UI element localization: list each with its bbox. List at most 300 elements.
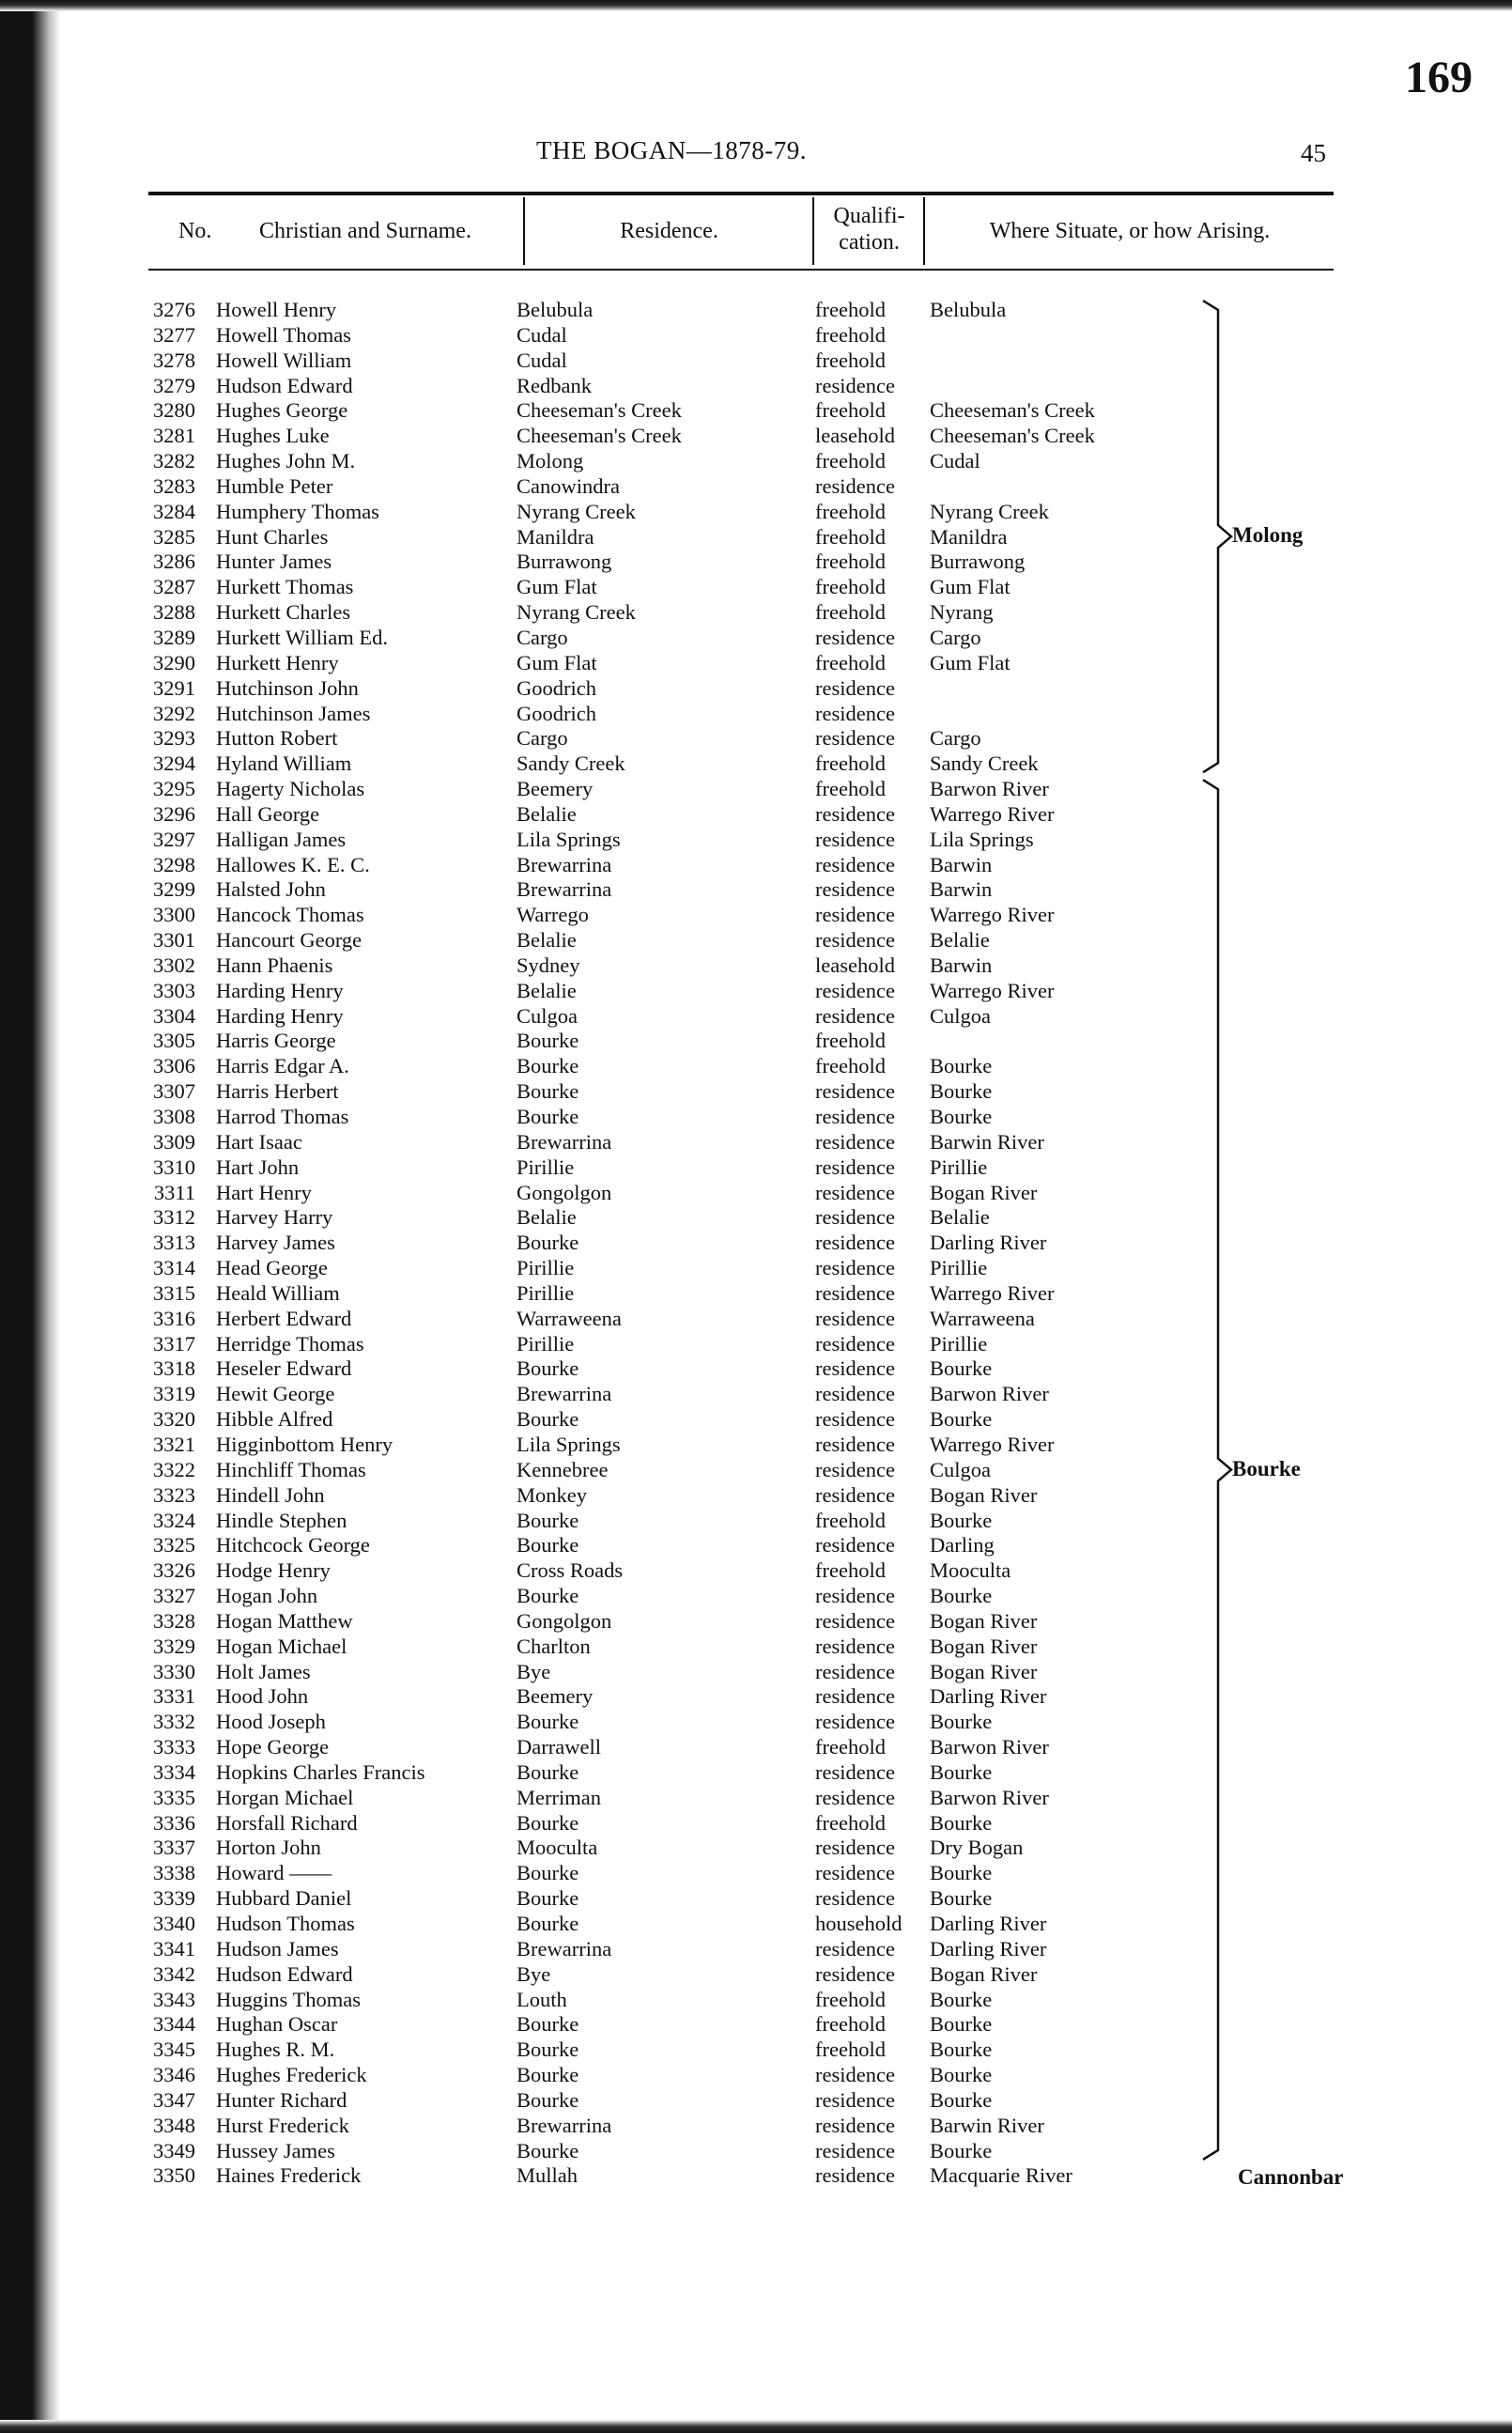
entry-qualification: freehold xyxy=(815,1054,886,1078)
entry-qualification: residence xyxy=(815,903,895,927)
entry-qualification: residence xyxy=(815,1306,895,1330)
entry-where-situate: Cudal xyxy=(930,449,980,473)
entry-number: 3317 xyxy=(153,1331,195,1356)
entry-number: 3305 xyxy=(153,1029,195,1053)
entry-number: 3335 xyxy=(153,1785,195,1809)
entry-qualification: freehold xyxy=(815,600,886,625)
entry-qualification: residence xyxy=(815,1105,895,1128)
entry-name: Hudson Edward xyxy=(216,373,353,397)
entry-number: 3348 xyxy=(153,2113,195,2137)
entry-residence: Brewarrina xyxy=(517,2113,612,2137)
entry-where-situate: Barwon River xyxy=(930,1735,1049,1759)
entry-name: Harris Herbert xyxy=(216,1079,339,1104)
entry-residence: Bourke xyxy=(517,1861,579,1885)
entry-qualification: freehold xyxy=(815,322,886,347)
entry-where-situate: Warrego River xyxy=(930,1280,1055,1305)
entry-number: 3279 xyxy=(153,373,195,397)
entry-where-situate: Belalie xyxy=(930,1205,990,1230)
entry-residence: Bourke xyxy=(517,1105,579,1128)
entry-number: 3306 xyxy=(153,1054,195,1078)
entry-number: 3308 xyxy=(153,1105,195,1128)
entry-where-situate: Bogan River xyxy=(930,1659,1038,1683)
entry-name: Hitchcock George xyxy=(216,1533,370,1557)
entry-residence: Belalie xyxy=(517,1205,577,1230)
entry-qualification: residence xyxy=(815,1759,895,1784)
district-label: Cannonbar xyxy=(1238,2164,1344,2189)
entry-where-situate: Nyrang Creek xyxy=(930,499,1049,523)
entry-name: Hurkett William Ed. xyxy=(216,625,389,649)
entry-number: 3304 xyxy=(153,1003,195,1028)
entry-number: 3329 xyxy=(153,1634,195,1658)
entry-name: Hutchinson John xyxy=(216,675,359,700)
entry-where-situate: Warrego River xyxy=(930,903,1055,927)
entry-number: 3337 xyxy=(153,1836,195,1860)
entry-residence: Bourke xyxy=(517,2012,579,2037)
entry-where-situate: Barwin River xyxy=(930,1129,1044,1154)
entry-number: 3310 xyxy=(153,1155,195,1179)
entry-residence: Canowindra xyxy=(517,473,620,498)
entry-qualification: residence xyxy=(815,1684,895,1709)
entry-where-situate: Nyrang xyxy=(930,600,994,625)
entry-where-situate: Belubula xyxy=(930,298,1007,321)
entry-residence: Bourke xyxy=(517,1356,579,1381)
entry-name: Hughes John M. xyxy=(216,449,356,473)
entry-name: Hope George xyxy=(216,1735,330,1759)
entry-residence: Bourke xyxy=(517,2087,579,2112)
entry-number: 3301 xyxy=(153,928,195,953)
entry-residence: Goodrich xyxy=(517,701,596,725)
entry-number: 3326 xyxy=(153,1558,195,1583)
entry-name: Hurkett Henry xyxy=(216,650,339,674)
entry-residence: Culgoa xyxy=(517,1003,578,1028)
entry-number: 3291 xyxy=(153,675,195,700)
entry-number: 3331 xyxy=(153,1684,195,1709)
entry-residence: Gum Flat xyxy=(517,575,597,599)
entry-name: Hood Joseph xyxy=(216,1710,326,1734)
entry-qualification: residence xyxy=(815,1886,895,1911)
column-header-qualification-line1: Qualifi- xyxy=(833,204,905,228)
entry-number: 3290 xyxy=(153,650,195,674)
entry-where-situate: Pirillie xyxy=(930,1256,988,1280)
entry-residence: Gum Flat xyxy=(517,650,597,674)
entry-where-situate: Darling River xyxy=(930,1684,1047,1709)
entry-residence: Brewarrina xyxy=(517,852,612,876)
entry-where-situate: Bourke xyxy=(930,1710,993,1734)
entry-qualification: residence xyxy=(815,1432,895,1456)
entry-number: 3341 xyxy=(153,1936,195,1960)
entry-where-situate: Barwin xyxy=(930,852,993,876)
entry-where-situate: Bourke xyxy=(930,1886,993,1911)
entry-number: 3298 xyxy=(153,852,195,876)
entry-where-situate: Bogan River xyxy=(930,1608,1038,1633)
entry-where-situate: Bourke xyxy=(930,2063,993,2087)
entry-residence: Louth xyxy=(517,1987,567,2011)
entry-where-situate: Bourke xyxy=(930,2038,993,2062)
entry-residence: Cargo xyxy=(517,625,568,649)
entry-name: Hurkett Charles xyxy=(216,600,351,625)
entry-residence: Merriman xyxy=(517,1785,601,1809)
district-label: Bourke xyxy=(1232,1456,1301,1480)
entry-number: 3299 xyxy=(153,877,195,902)
entry-name: Herridge Thomas xyxy=(216,1331,364,1356)
entry-number: 3276 xyxy=(153,298,195,321)
entry-qualification: leasehold xyxy=(815,424,895,448)
entry-number: 3316 xyxy=(153,1306,195,1330)
entry-qualification: residence xyxy=(815,726,895,751)
entry-qualification: residence xyxy=(815,373,895,397)
entry-residence: Bourke xyxy=(517,1029,579,1053)
entry-qualification: residence xyxy=(815,625,895,649)
entry-residence: Bye xyxy=(517,1659,551,1683)
entry-qualification: freehold xyxy=(815,499,886,523)
entry-name: Horsfall Richard xyxy=(216,1810,358,1835)
entry-where-situate: Dry Bogan xyxy=(930,1836,1024,1860)
entry-number: 3280 xyxy=(153,398,195,423)
entry-qualification: freehold xyxy=(815,752,886,776)
entry-name: Harding Henry xyxy=(216,1003,344,1028)
entry-qualification: residence xyxy=(815,1129,895,1154)
entry-residence: Brewarrina xyxy=(517,877,612,902)
entry-name: Hall George xyxy=(216,801,320,826)
entry-residence: Pirillie xyxy=(517,1155,575,1179)
entry-residence: Cudal xyxy=(517,322,567,347)
column-header-name: Christian and Surname. xyxy=(259,219,471,243)
entry-qualification: residence xyxy=(815,801,895,826)
entry-where-situate: Warrego River xyxy=(930,801,1055,826)
entry-name: Hutton Robert xyxy=(216,726,338,751)
entry-number: 3293 xyxy=(153,726,195,751)
entry-number: 3318 xyxy=(153,1356,195,1381)
entry-number: 3303 xyxy=(153,978,195,1002)
entry-where-situate: Gum Flat xyxy=(930,575,1011,599)
entry-residence: Bourke xyxy=(517,1079,579,1104)
entry-where-situate: Barwon River xyxy=(930,1785,1049,1809)
entry-where-situate: Bourke xyxy=(930,1584,993,1608)
entry-residence: Bourke xyxy=(517,1407,579,1432)
entry-number: 3282 xyxy=(153,449,195,473)
entry-name: Hann Phaenis xyxy=(216,953,333,977)
entry-number: 3346 xyxy=(153,2063,195,2087)
entry-residence: Sydney xyxy=(517,953,580,977)
entry-name: Heald William xyxy=(216,1280,340,1305)
entry-number: 3292 xyxy=(153,701,195,725)
entry-number: 3321 xyxy=(153,1432,195,1456)
entry-qualification: residence xyxy=(815,1533,895,1557)
entry-number: 3289 xyxy=(153,625,195,649)
entry-where-situate: Bourke xyxy=(930,1987,993,2011)
entry-where-situate: Mooculta xyxy=(930,1558,1011,1583)
entry-name: Hunter Richard xyxy=(216,2087,347,2112)
entry-residence: Cargo xyxy=(517,726,568,751)
entry-residence: Burrawong xyxy=(517,550,612,574)
entry-name: Hunter James xyxy=(216,550,332,574)
entry-name: Hughes R. M. xyxy=(216,2038,335,2062)
entry-qualification: freehold xyxy=(815,398,886,423)
entry-number: 3334 xyxy=(153,1759,195,1784)
entry-where-situate: Cheeseman's Creek xyxy=(930,398,1095,423)
entry-name: Hancourt George xyxy=(216,928,363,953)
entry-name: Harvey Harry xyxy=(216,1205,333,1230)
entry-number: 3323 xyxy=(153,1482,195,1507)
entry-qualification: residence xyxy=(815,928,895,953)
entry-name: Howell Thomas xyxy=(216,322,351,347)
column-header-qualification-line2: cation. xyxy=(839,230,900,255)
entry-where-situate: Darling River xyxy=(930,1936,1047,1960)
entry-where-situate: Macquarie River xyxy=(930,2163,1072,2188)
entry-number: 3277 xyxy=(153,322,195,347)
entry-residence: Monkey xyxy=(517,1482,587,1507)
entry-name: Hagerty Nicholas xyxy=(216,777,365,801)
entry-where-situate: Bourke xyxy=(930,1759,993,1784)
entry-name: Hodge Henry xyxy=(216,1558,331,1583)
entry-residence: Cheeseman's Creek xyxy=(517,398,682,423)
entry-number: 3347 xyxy=(153,2087,195,2112)
entry-qualification: freehold xyxy=(815,777,886,801)
entry-where-situate: Sandy Creek xyxy=(930,752,1039,776)
entry-residence: Sandy Creek xyxy=(517,752,625,776)
entry-name: Hewit George xyxy=(216,1382,335,1406)
entry-qualification: freehold xyxy=(815,1735,886,1759)
entry-qualification: freehold xyxy=(815,1810,886,1835)
entry-where-situate: Cargo xyxy=(930,625,981,649)
entry-where-situate: Cargo xyxy=(930,726,981,751)
entry-number: 3314 xyxy=(153,1256,195,1280)
entry-name: Hughes George xyxy=(216,398,348,423)
entry-name: Harrod Thomas xyxy=(216,1105,349,1128)
entry-number: 3333 xyxy=(153,1735,195,1759)
entry-number: 3307 xyxy=(153,1079,195,1104)
entry-number: 3284 xyxy=(153,499,195,523)
entry-where-situate: Warrego River xyxy=(930,1432,1055,1456)
entry-number: 3327 xyxy=(153,1584,195,1608)
entry-name: Hood John xyxy=(216,1684,309,1709)
entry-residence: Pirillie xyxy=(517,1331,575,1356)
entry-name: Holt James xyxy=(216,1659,311,1683)
entry-name: Hinchliff Thomas xyxy=(216,1457,366,1481)
entry-qualification: residence xyxy=(815,1961,895,1986)
entry-number: 3320 xyxy=(153,1407,195,1432)
entry-qualification: residence xyxy=(815,1256,895,1280)
entry-name: Hibble Alfred xyxy=(216,1407,333,1432)
entry-qualification: residence xyxy=(815,675,895,700)
entry-name: Hubbard Daniel xyxy=(216,1886,352,1911)
entry-name: Hallowes K. E. C. xyxy=(216,852,370,876)
sheet-number: 45 xyxy=(1301,139,1326,167)
entry-where-situate: Bourke xyxy=(930,2138,993,2162)
entry-number: 3338 xyxy=(153,1861,195,1885)
entry-residence: Beemery xyxy=(517,777,594,801)
entry-qualification: freehold xyxy=(815,449,886,473)
entry-residence: Bourke xyxy=(517,1508,579,1532)
entry-number: 3339 xyxy=(153,1886,195,1911)
entry-qualification: residence xyxy=(815,473,895,498)
entry-where-situate: Bourke xyxy=(930,2012,993,2037)
entry-residence: Bourke xyxy=(517,1231,579,1255)
entry-where-situate: Bogan River xyxy=(930,1961,1038,1986)
entry-residence: Darrawell xyxy=(517,1735,601,1759)
entry-number: 3313 xyxy=(153,1231,195,1255)
entry-name: Hogan John xyxy=(216,1584,318,1608)
entry-name: Hindle Stephen xyxy=(216,1508,347,1532)
entry-qualification: freehold xyxy=(815,575,886,599)
entry-residence: Brewarrina xyxy=(517,1382,612,1406)
entry-qualification: residence xyxy=(815,1634,895,1658)
entry-residence: Pirillie xyxy=(517,1280,575,1305)
entry-where-situate: Bourke xyxy=(930,1810,993,1835)
district-bracket xyxy=(1203,780,1231,2160)
entry-qualification: residence xyxy=(815,1231,895,1255)
entry-name: Heseler Edward xyxy=(216,1356,352,1381)
entry-number: 3345 xyxy=(153,2038,195,2062)
entry-qualification: residence xyxy=(815,1608,895,1633)
entry-residence: Bourke xyxy=(517,1054,579,1078)
entry-qualification: residence xyxy=(815,1457,895,1481)
entry-qualification: residence xyxy=(815,2063,895,2087)
entry-qualification: freehold xyxy=(815,524,886,549)
entry-qualification: residence xyxy=(815,1710,895,1734)
entry-name: Howell William xyxy=(216,348,352,372)
entry-number: 3311 xyxy=(153,1180,195,1204)
entry-residence: Goodrich xyxy=(517,675,596,700)
entry-where-situate: Gum Flat xyxy=(930,650,1011,674)
entry-residence: Nyrang Creek xyxy=(517,499,636,523)
entry-where-situate: Culgoa xyxy=(930,1457,991,1481)
entry-name: Hughes Luke xyxy=(216,424,330,448)
entry-where-situate: Darling xyxy=(930,1533,995,1557)
entry-number: 3342 xyxy=(153,1961,195,1986)
entry-number: 3283 xyxy=(153,473,195,498)
entry-where-situate: Warraweena xyxy=(930,1306,1035,1330)
entry-name: Hart John xyxy=(216,1155,300,1179)
entry-number: 3330 xyxy=(153,1659,195,1683)
entry-residence: Charlton xyxy=(517,1634,591,1658)
entry-number: 3319 xyxy=(153,1382,195,1406)
entry-name: Hurst Frederick xyxy=(216,2113,349,2137)
entry-name: Hogan Michael xyxy=(216,1634,347,1658)
entry-where-situate: Bourke xyxy=(930,1356,993,1381)
entry-residence: Cheeseman's Creek xyxy=(517,424,682,448)
entry-residence: Belalie xyxy=(517,801,577,826)
entry-residence: Redbank xyxy=(517,373,592,397)
entry-qualification: residence xyxy=(815,1155,895,1179)
column-header-no: No. xyxy=(178,219,212,243)
entry-residence: Bourke xyxy=(517,1533,579,1557)
entry-where-situate: Darling River xyxy=(930,1912,1047,1935)
district-label: Molong xyxy=(1232,523,1304,548)
entry-qualification: residence xyxy=(815,1936,895,1960)
entry-qualification: residence xyxy=(815,1180,895,1204)
entry-residence: Kennebree xyxy=(517,1457,609,1481)
entry-name: Herbert Edward xyxy=(216,1306,352,1330)
entry-qualification: residence xyxy=(815,2138,895,2162)
entry-number: 3328 xyxy=(153,1608,195,1633)
entry-name: Hudson James xyxy=(216,1936,339,1960)
entry-number: 3336 xyxy=(153,1810,195,1835)
entry-name: Humphery Thomas xyxy=(216,499,379,523)
entry-number: 3349 xyxy=(153,2138,195,2162)
entry-qualification: residence xyxy=(815,1659,895,1683)
entry-residence: Molong xyxy=(517,449,584,473)
entry-number: 3322 xyxy=(153,1457,195,1481)
column-header-residence: Residence. xyxy=(620,219,718,243)
entry-qualification: residence xyxy=(815,1382,895,1406)
entry-qualification: freehold xyxy=(815,2012,886,2037)
entry-residence: Nyrang Creek xyxy=(517,600,636,625)
entry-qualification: residence xyxy=(815,2163,895,2188)
entry-number: 3287 xyxy=(153,575,195,599)
entry-qualification: residence xyxy=(815,1331,895,1356)
entry-name: Hindell John xyxy=(216,1482,325,1507)
entry-number: 3332 xyxy=(153,1710,195,1734)
entry-where-situate: Pirillie xyxy=(930,1331,988,1356)
entry-residence: Brewarrina xyxy=(517,1129,612,1154)
entry-where-situate: Bourke xyxy=(930,1079,993,1104)
entry-where-situate: Pirillie xyxy=(930,1155,988,1179)
entry-where-situate: Bourke xyxy=(930,1508,993,1532)
entry-number: 3285 xyxy=(153,524,195,549)
entry-where-situate: Manildra xyxy=(930,524,1008,549)
entry-name: Hussey James xyxy=(216,2138,335,2162)
entry-residence: Bye xyxy=(517,1961,551,1986)
entry-name: Hudson Edward xyxy=(216,1961,353,1986)
entry-number: 3281 xyxy=(153,424,195,448)
entry-number: 3343 xyxy=(153,1987,195,2011)
entry-where-situate: Lila Springs xyxy=(930,827,1034,851)
entry-name: Harris Edgar A. xyxy=(216,1054,349,1078)
entry-name: Howell Henry xyxy=(216,298,337,321)
entry-residence: Cross Roads xyxy=(517,1558,624,1583)
entry-residence: Belalie xyxy=(517,928,577,953)
entry-name: Hughan Oscar xyxy=(216,2012,338,2037)
entry-residence: Bourke xyxy=(517,1912,579,1935)
entry-name: Horgan Michael xyxy=(216,1785,354,1809)
entry-qualification: freehold xyxy=(815,1558,886,1583)
entry-name: Hart Henry xyxy=(216,1180,312,1204)
entry-name: Hogan Matthew xyxy=(216,1608,353,1633)
entry-where-situate: Barwon River xyxy=(930,1382,1049,1406)
entry-residence: Bourke xyxy=(517,1710,579,1734)
entry-name: Hutchinson James xyxy=(216,701,371,725)
entry-where-situate: Bogan River xyxy=(930,1482,1038,1507)
entry-where-situate: Bogan River xyxy=(930,1634,1038,1658)
entry-where-situate: Bourke xyxy=(930,1407,993,1432)
entry-residence: Warraweena xyxy=(517,1306,622,1330)
entry-qualification: household xyxy=(815,1912,903,1935)
entry-where-situate: Cheeseman's Creek xyxy=(930,424,1095,448)
entry-qualification: residence xyxy=(815,1205,895,1230)
entry-where-situate: Darling River xyxy=(930,1231,1047,1255)
entry-name: Howard —— xyxy=(216,1861,332,1885)
entry-number: 3325 xyxy=(153,1533,195,1557)
entry-qualification: residence xyxy=(815,1785,895,1809)
entry-qualification: freehold xyxy=(815,1508,886,1532)
entry-number: 3340 xyxy=(153,1912,195,1935)
entry-number: 3309 xyxy=(153,1129,195,1154)
entry-residence: Belalie xyxy=(517,978,577,1002)
entry-number: 3278 xyxy=(153,348,195,372)
entry-qualification: residence xyxy=(815,1482,895,1507)
entry-qualification: residence xyxy=(815,852,895,876)
entry-number: 3312 xyxy=(153,1205,195,1230)
entry-name: Hart Isaac xyxy=(216,1129,302,1154)
entry-name: Hyland William xyxy=(216,752,352,776)
entry-residence: Lila Springs xyxy=(517,1432,621,1456)
entry-qualification: freehold xyxy=(815,1987,886,2011)
entry-residence: Bourke xyxy=(517,1584,579,1608)
entry-where-situate: Culgoa xyxy=(930,1003,991,1028)
entry-where-situate: Bourke xyxy=(930,1105,993,1128)
entry-where-situate: Bogan River xyxy=(930,1180,1038,1204)
